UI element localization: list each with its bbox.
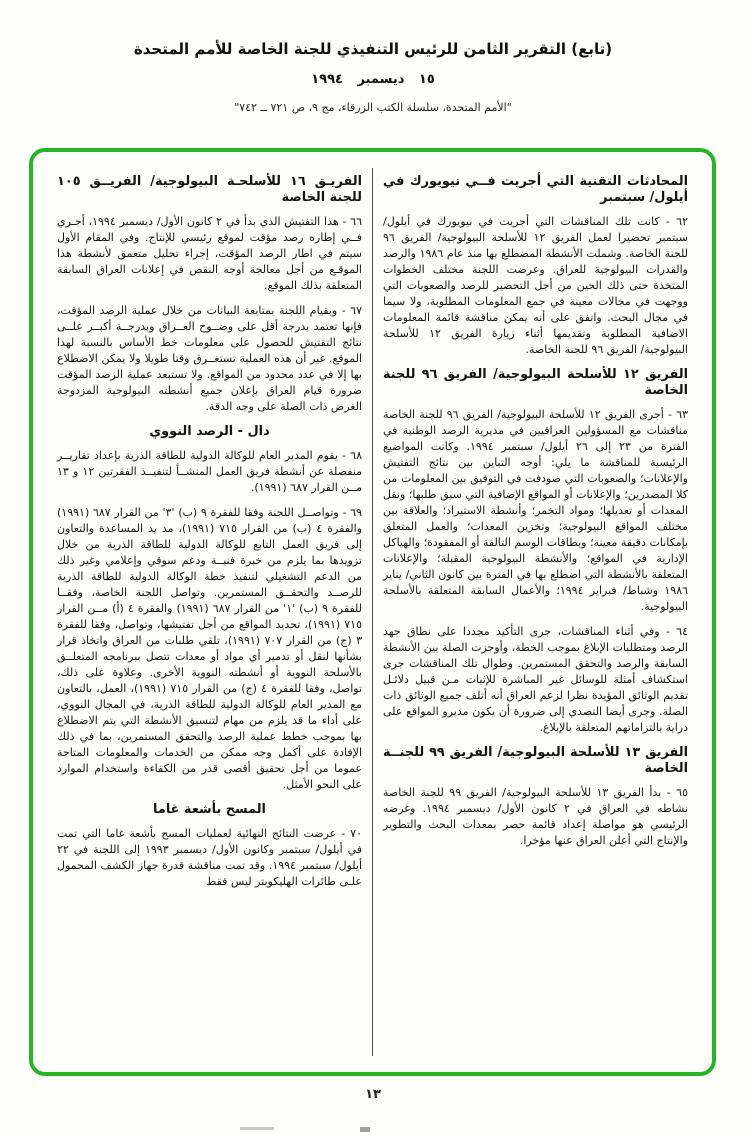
section-heading-team-12: الفريق ١٢ للأسلحة البيولوجية/ الفريق ٩٦ للجنة الخاصة: [383, 367, 688, 398]
scan-artifact: [360, 1127, 370, 1132]
paragraph-68: ٦٨ - يقوم المدير العام للوكالة الدولية للطاقة الذرية بإعداد تقاريــر منفصلة عن أنشطة فريق العمل المنشــأ لتنفيــذ الفقرتين ١٢ و ١٣ مــن القرار ٦٨٧ (١٩٩١).: [57, 449, 363, 494]
document-source-citation: "الأمم المتحدة، سلسلة الكتب الزرقاء، مج ٩، ص ٧٢١ ــ ٧٤٢": [234, 101, 512, 114]
document-date: ١٥ ديسمبر ١٩٩٤: [311, 72, 435, 87]
section-heading-team-13: الفريق ١٣ للأسلحة البيولوجية/ الفريق ٩٩ للجنــة الخاصة: [383, 745, 688, 776]
document-header: [0, 40, 746, 114]
section-heading-technical-talks: المحادثات التقنية التي أجريت فــي نيويورك في أيلول/ سبتمبر: [383, 174, 688, 205]
right-column: [373, 168, 698, 1056]
paragraph-62: ٦٢ - كانت تلك المناقشات التي أجريت في نيويورك في أيلول/ سبتمبر تحضيرا لعمل الفريق ١٢ للأسلحة البيولوجية/ الفريق ٩٦ للجنة الخاصة. وشملت الأنشطة المضطلع بها منذ عام ١٩٨٦ والرصد والقدرات البيولوجية للعراق. وعرضت اللجنة مختلف الخطوات المتخذة حتى ذلك الحين من أجل التحضير للرصد والصعوبات التي ووجهت في مجالات معينة في جمع المعلومات المطلوبة، ولا سيما في مجال البحث. واتفق على أنه يمكن مناقشة قائمة المعلومات الاضافية المطلوبة وتقديمها أثناء زيارة الفريق ١٢ للأسلحة البيولوجية/ الفريق ٩٦ للجنة الخاصة.: [383, 215, 688, 356]
paragraph-67: ٦٧ - وبقيام اللجنة بمتابعة البيانات من خلال عملية الرصد المؤقت، فإنها تعتمد بدرجة أقل على وضــوح العــراق وبدرجــة أكبــر علــى نتائج التفتيش للحصول على معلومات خط الأساس بالنسبة لهذا الموقع. غير أن هذه العملية تستغــرق وقتا طويلا ولا يمكن الاضطلاع بها إلا في عدد محدود من المواقع. ولا تستبعد عملية الرصد المؤقت ضرورة قيام العراق بإعلان جميع أنشطته البيولوجية المزدوجة الغرض ذات الصلة على وجه الدقة.: [57, 304, 362, 413]
paragraph-65: ٦٥ - بدأ الفريق ١٣ للأسلحة البيولوجية/ الفريق ٩٩ للجنة الخاصة نشاطه في العراق في ٢ كانون الأول/ ديسمبر ١٩٩٤. وغرضه الرئيسي هو مواصلة إعداد قائمة حصر بمعدات البحث والتطوير والإنتاج التي أعلن العراق عنها مؤخرا.: [383, 786, 689, 847]
left-column: [47, 168, 372, 1056]
paragraph-64: ٦٤ - وفي أثناء المناقشات، جرى التأكيد مجددا على نطاق جهد الرصد ومتطلبات الإبلاغ بموجب الخطة، وأوجزت الصلة بين الأنشطة السابقة والرصد والتحقق المستمرين. وطوال تلك المناقشات جرى استكشاف أمثلة للوسائل غير المباشرة للإثبات مـن قبيل دلائـل تقديم الوثائق المؤيدة نظرا لزعم العراق أنه أتلف جميع الوثائق ذات الصلة. وجرى أيضا التصدي إلى ضرورة أن يكون مديرو المواقع على دراية بالتزاماتهم المتعلقة بالإبلاغ.: [383, 625, 688, 734]
column-divider-rule: [372, 168, 373, 1056]
page-number: ١٣: [365, 1087, 381, 1102]
paragraph-66: ٦٦ - هذا التفتيش الذي بدأ في ٢ كانون الأول/ ديسمبر ١٩٩٤، أجـري فــي إطاره رصد مؤقت لموقع رئيسي للإنتاج. وفي المقام الأول سيتم في اطار الرصد المؤقت، إجراء تحليل متعمق لأنشطة هذا الموقـع من أجل معالجة أوجه النقص في إعلانات العراق السابقة المتعلقة بذلك الموقع.: [57, 215, 362, 292]
section-heading-nuclear-monitoring: دال - الرصد النووي: [149, 424, 270, 439]
paragraph-63: ٦٣ - أجرى الفريق ١٢ للأسلحة البيولوجية/ الفريق ٩٦ للجنة الخاصة مناقشات مع المسؤولين العراقيين في مديرية الرصد الوطنية في الفترة من ٢٣ إلى ٢٦ أيلول/ سبتمبر ١٩٩٤. وكانت المواضيع الرئيسية للمناقشة ما يلي: أوجه التباين بين نتائج التفتيش والإعلانات؛ والصعوبات التي صودفت في التوفيق بين المعلومات من كلا المصدرين؛ والإعلانات أو المواقع الإضافية التي سبق طلبها؛ ونقل المعدات أو تعديلها؛ ومواد التخمر؛ وأنشطة الاستيراد؛ والعلاقة بين مختلف المواقع البيولوجية؛ وتخزين المعدات؛ والعمل المتعلق بإمكانات دقيقة معينة؛ وبطاقات الوسم التالفة أو المفقودة؛ والهياكل الإدارية في المواقع؛ والأنشطة البيولوجية المقبلة؛ والإعلانات المتعلقة بالأنشطة التي اضطلع بها في الفترة بين كانون الثاني/ يناير ١٩٨٦ وشباط/ فبراير ١٩٩٤؛ والأعمال السابقة المتعلقة بالأسلحة البيولوجية.: [383, 408, 689, 613]
document-title: (تابع) التقرير الثامن للرئيس التنفيذي للجنة الخاصة للأمم المتحدة: [133, 40, 613, 58]
section-heading-team-16: الفريـق ١٦ للأسلحـة البيولوجية/ الفريــق ١٠٥ للجنة الخاصة: [57, 174, 362, 205]
scan-artifact: [240, 1127, 274, 1130]
paragraph-69: ٦٩ - وتواصــل اللجنة وفقا للفقرة ٩ (ب) '٣' من القرار ٦٨٧ (١٩٩١) والفقرة ٤ (ب) من القرار ٧١٥ (١٩٩١)، مد يد المساعدة والتعاون إلى فريق العمل التابع للوكالة الدولية للطاقة الذرية من خلال تزويدها بما يلزم من خبرة فنيــة ودعم سوقي وإعلامي وغير ذلك من الدعم التشغيلي لتنفيذ خطة الوكالة الدولية للطاقة الذرية للرصــد والتحقــق المستمرين. وتواصل اللجنة الخاصة، وفقــا للفقرة ٩ (ب) '١' من القرار ٦٨٧ (١٩٩١) والفقرة ٤ (أ) مــن القرار ٧١٥ (١٩٩١)، تحديد المواقع من أجل تفتيشها، وتواصل، وفقا للفقرة ٣ (ج) من القرار ٧٠٧ (١٩٩١)، تلقي طلبات من العراق واتخاذ قرار بشأنها لنقل أو تدمير أي مواد أو معدات تتصل ببرنامجه المتعلــق بالأسلحة النووية أو أنشطته النووية الأخرى. وعلاوة على ذلك، تواصل، وفقا للفقرة ٤ (ج) من القرار ٧١٥ (١٩٩١)، العمل، بالتعاون مع المدير العام للوكالة الدولية للطاقة الذرية، في المجال النووي، على أداء ما قد يلزم من مهام لتنسيق الأنشطة التي يتم الاضطلاع بها بموجب خطط عملية الرصد والتحقق المستمرين، بما في ذلك الإفادة على أكمل وجه ممكن من الخدمات والمعلومات المتاحة عموما من أجل تحقيق أقصى قدر من الكفاءة واستخدام الموارد على النحو الأمثل.: [57, 506, 363, 791]
two-column-layout: [47, 168, 698, 1056]
green-content-frame: [29, 148, 716, 1076]
section-heading-gamma-survey: المسح بأشعة غاما: [153, 802, 266, 817]
paragraph-70: ٧٠ - عرضت النتائج النهائية لعمليات المسح بأشعة غاما التي تمت في أيلول/ سبتمبر وكانون الأول/ ديسمبر ١٩٩٣ إلى اللجنة في ٢٢ أيلول/ سبتمبر ١٩٩٤. وقد تمت مناقشة قدرة جهاز الكشف المحمول علـى طائرات الهليكوبتر ليس فقط: [57, 827, 363, 888]
